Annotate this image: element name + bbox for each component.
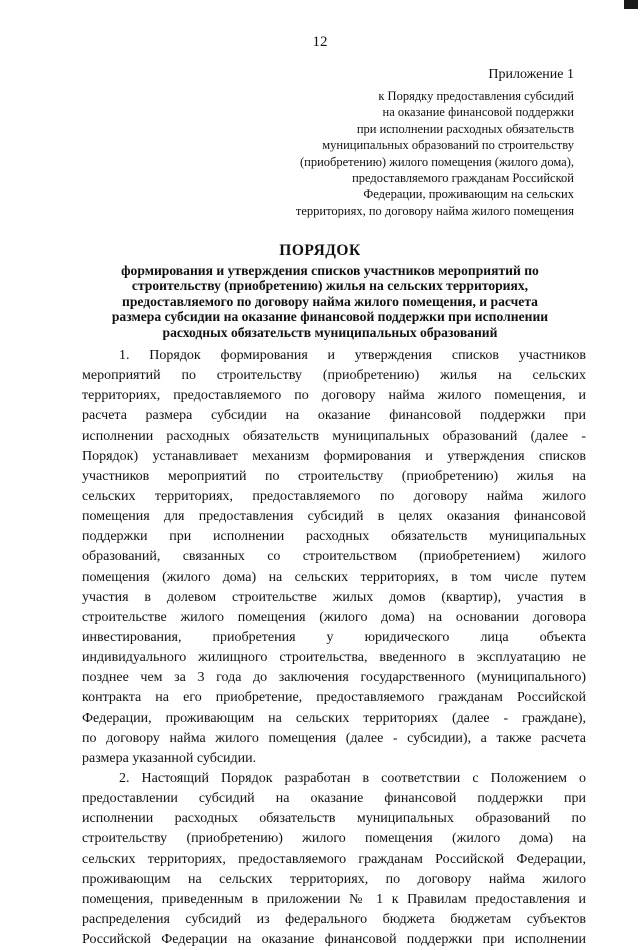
body-line: территориях, предоставляемого по договору найма жилого помещения, и <box>82 388 586 404</box>
body-line: предоставлении субсидий на оказание финансовой поддержки при <box>82 791 586 807</box>
document-subtitle <box>60 263 600 340</box>
appendix-reference <box>296 88 574 219</box>
body-line: помещения для предоставления субсидий в целях оказания финансовой <box>82 509 586 525</box>
body-line: индивидуального жилищного строительства, введенного в эксплуатацию не <box>82 650 586 666</box>
body-line: Федерации, проживающим на сельских территориях (далее - граждане), <box>82 710 586 726</box>
body-line: исполнении расходных обязательств муниципальных образований (далее - <box>82 428 586 444</box>
body-line: 1. Порядок формирования и утверждения списков участников <box>119 348 586 363</box>
body-line: поддержки при исполнении расходных обязательств муниципальных <box>82 529 586 545</box>
appendix-line: к Порядку предоставления субсидий <box>378 89 574 103</box>
body-line: 2. Настоящий Порядок разработан в соответствии с Положением о <box>119 770 586 786</box>
body-line: Порядок) устанавливает механизм формирования и утверждения списков <box>82 448 586 464</box>
body-line: проживающим на сельских территориях, по договору найма жилого <box>82 871 586 887</box>
body-line: расчета размера субсидии на оказание финансовой поддержки при <box>82 408 586 424</box>
body-line: контракта на его приобретение, предоставляемого гражданам Российской <box>82 690 586 706</box>
appendix-line: предоставляемого гражданам Российской <box>352 171 574 186</box>
subtitle-line: формирования и утверждения списков участников мероприятий по <box>121 263 539 278</box>
body-line: участия в долевом строительстве жилых домов (квартир), участия в <box>82 589 586 605</box>
subtitle-line: предоставляемого по договору найма жилого помещения, и расчета <box>122 293 538 309</box>
body-line: помещения (жилого дома) на сельских территориях, в том числе путем <box>82 569 586 585</box>
body-line: инвестирования, приобретения у юридического лица объекта <box>82 629 586 645</box>
body-line: сельских территориях, предоставляемого гражданам Российской Федерации, <box>82 851 586 867</box>
body-line: образований, связанных со строительством (приобретением) жилого <box>82 549 586 565</box>
appendix-line: на оказание финансовой поддержки <box>382 105 574 120</box>
body-line: строительстве жилого помещения (жилого дома) на основании договора <box>82 609 586 625</box>
body-line: позднее чем за 3 года до заключения государственного (муниципального) <box>82 670 586 686</box>
body-line: помещения, приведенным в приложении № 1 к Правилам предоставления и <box>82 891 586 907</box>
appendix-line: при исполнении расходных обязательств <box>356 121 574 136</box>
subtitle-line: расходных обязательств муниципальных образований <box>162 324 498 340</box>
body-line: строительству (приобретению) жилого помещения (жилого дома) на <box>82 831 586 847</box>
subtitle-line: размера субсидии на оказание финансовой поддержки при исполнении <box>111 309 549 325</box>
scan-corner-mark <box>624 0 638 9</box>
body-line: распределения субсидий из федерального бюджета бюджетам субъектов <box>82 911 586 927</box>
body-line: участников мероприятий по строительству (приобретению) жилья на <box>82 468 586 484</box>
appendix-line: территориях, по договору найма жилого помещения <box>295 203 574 218</box>
appendix-label: Приложение 1 <box>488 67 574 82</box>
appendix-line: муниципальных образований по строительству <box>322 138 574 153</box>
appendix-line: (приобретению) жилого помещения (жилого дома), <box>299 154 574 169</box>
body-line: Российской Федерации на оказание финансовой поддержки при исполнении <box>82 932 586 948</box>
body-line: по договору найма жилого помещения (далее - субсидии), а также расчета <box>82 730 586 746</box>
appendix-line: Федерации, проживающим на сельских <box>363 187 574 202</box>
document-body <box>82 346 586 950</box>
page-number: 12 <box>312 34 328 50</box>
body-line: мероприятий по строительству (приобретению) жилья на сельских <box>82 368 586 384</box>
paragraph-2 <box>82 769 586 950</box>
body-line: размера указанной субсидии. <box>82 750 257 766</box>
body-line: исполнении расходных обязательств муниципальных образований по <box>82 811 586 827</box>
body-line: сельских территориях, предоставляемого по договору найма жилого <box>82 488 586 504</box>
document-title: ПОРЯДОК <box>279 242 361 259</box>
subtitle-line: строительству (приобретению) жилья на сельских территориях, <box>131 278 529 294</box>
paragraph-1 <box>82 346 586 769</box>
